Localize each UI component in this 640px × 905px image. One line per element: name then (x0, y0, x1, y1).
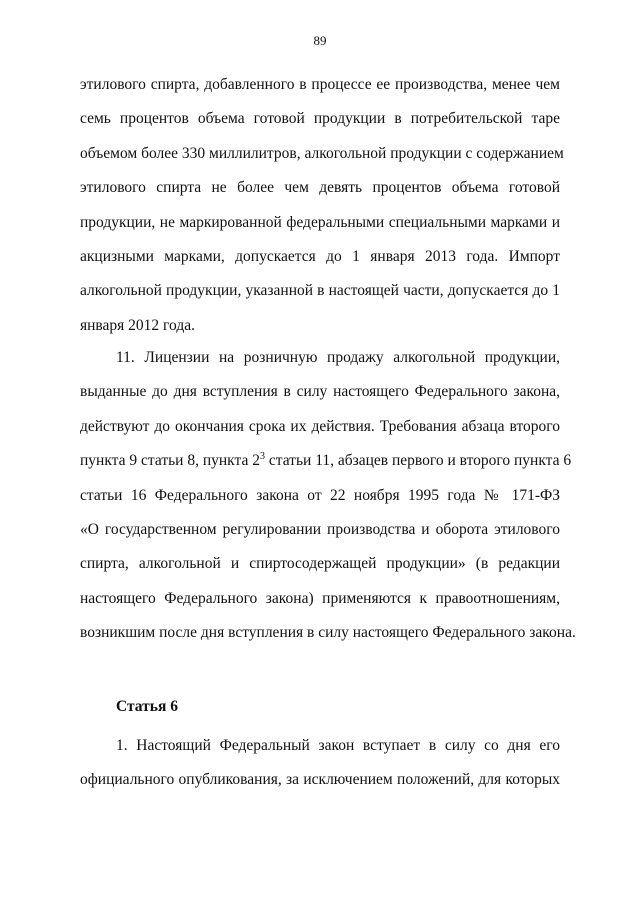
text-line: статьи 16 Федерального закона от 22 ноября 1995 года № 171-ФЗ (80, 486, 560, 504)
text-line: семь процентов объема готовой продукции в потребительской таре (80, 110, 560, 128)
text-line: 11. Лицензии на розничную продажу алкогольной продукции, (116, 349, 560, 366)
text-line: алкогольной продукции, указанной в настоящей части, допускается до 1 (80, 282, 560, 300)
text-line: января 2012 года. (80, 316, 195, 334)
text-line: выданные до дня вступления в силу настоящего Федерального закона, (80, 383, 560, 401)
text-line: официального опубликования, за исключением положений, для которых (80, 771, 560, 789)
text-segment: пункта 9 статьи 8, пункта 2 (80, 452, 260, 470)
text-line: объемом более 330 миллилитров, алкогольной продукции с содержанием (80, 144, 564, 162)
paragraph-3 (80, 729, 560, 798)
text-line: продукции, не маркированной федеральными специальными марками и (80, 213, 560, 231)
text-segment: статьи 11, абзацев первого и второго пункта 6 (264, 452, 572, 470)
text-line: возникшим после дня вступления в силу настоящего Федерального закона. (80, 624, 576, 642)
superscript: 3 (259, 451, 265, 463)
text-line: акцизными марками, допускается до 1 января 2013 года. Импорт (80, 247, 560, 265)
text-line: спирта, алкогольной и спиртосодержащей продукции» (в редакции (80, 555, 560, 573)
text-line: действуют до окончания срока их действия. Требования абзаца второго (80, 417, 560, 435)
text-line: «О государственном регулировании производства и оборота этилового (80, 520, 560, 538)
text-line: 1. Настоящий Федеральный закон вступает в силу со дня его (116, 737, 560, 754)
article-heading: Статья 6 (116, 698, 178, 715)
page-number: 89 (313, 33, 327, 48)
text-line-with-superscript (80, 444, 572, 478)
text-line: этилового спирта, добавленного в процессе ее производства, менее чем (80, 76, 560, 93)
text-line: настоящего Федерального закона) применяются к правоотношениям, (80, 589, 560, 607)
text-line: этилового спирта не более чем девять процентов объема готовой (80, 179, 560, 197)
paragraph-1 (80, 68, 564, 343)
paragraph-2 (80, 341, 576, 651)
